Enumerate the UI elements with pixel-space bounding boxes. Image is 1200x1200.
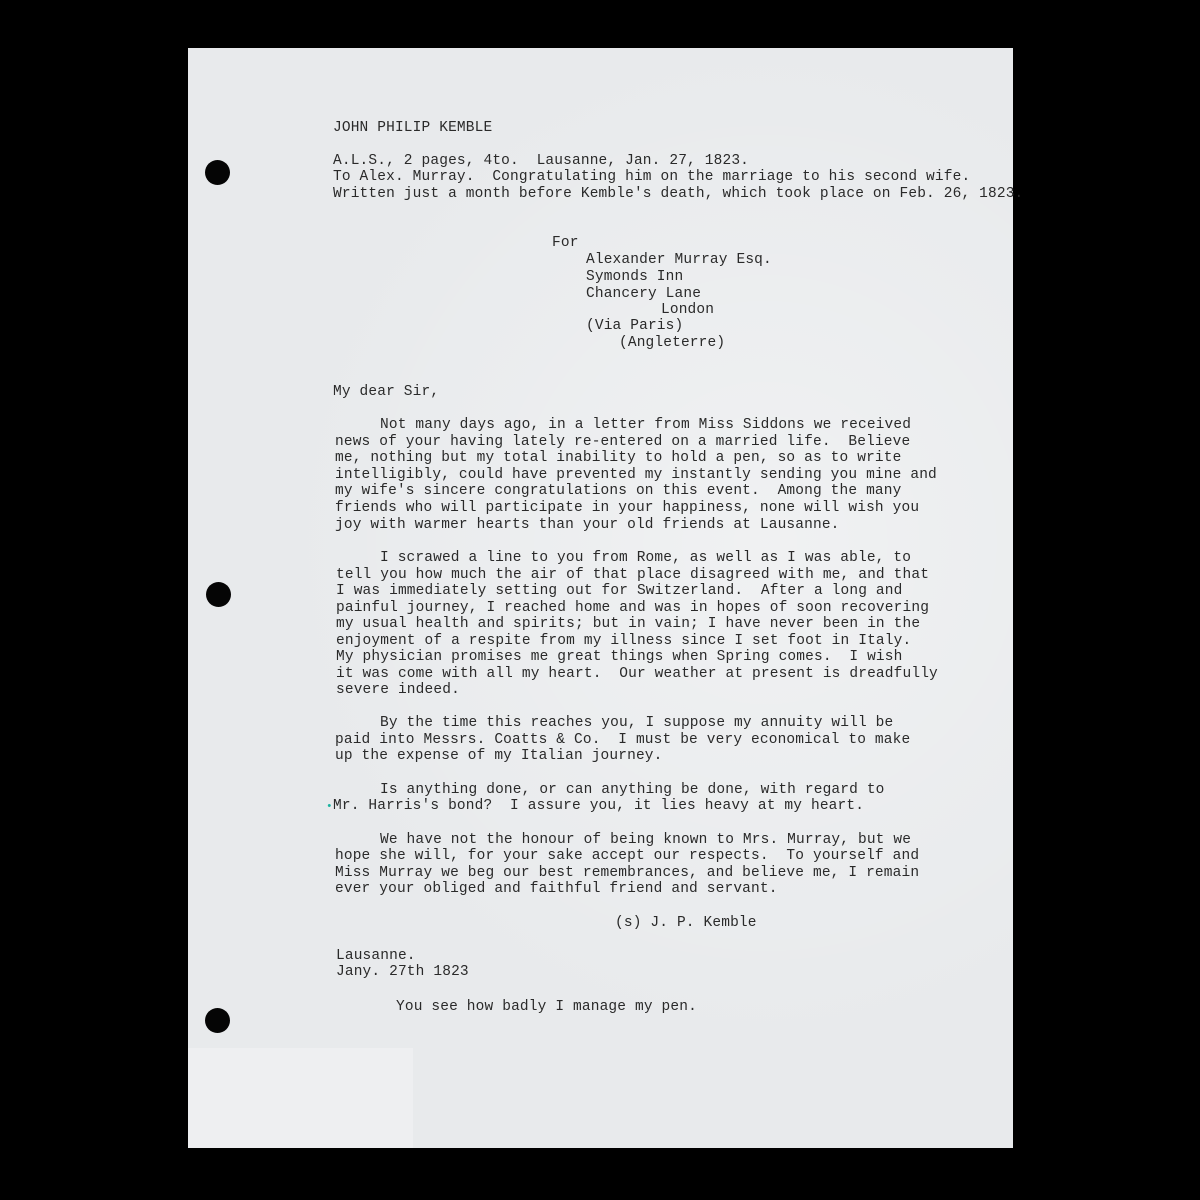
description-line-3: Written just a month before Kemble's death, which took place on Feb. 26, 1823.: [333, 186, 1024, 202]
paragraph-1-line: my wife's sincere congratulations on this event. Among the many: [335, 483, 902, 499]
paragraph-2-line: severe indeed.: [336, 682, 460, 698]
paragraph-2-line: it was come with all my heart. Our weather at present is dreadfully: [336, 666, 938, 682]
margin-tick-mark: •: [326, 801, 333, 813]
closing-date: Jany. 27th 1823: [336, 964, 469, 980]
paragraph-2-line: tell you how much the air of that place disagreed with me, and that: [336, 567, 930, 583]
paragraph-3-line: paid into Messrs. Coatts & Co. I must be very economical to make: [335, 732, 911, 748]
page-corner-fade: [188, 1048, 413, 1148]
paragraph-1-line: friends who will participate in your happiness, none will wish you: [335, 500, 920, 516]
paragraph-5-line: Miss Murray we beg our best remembrances, and believe me, I remain: [335, 865, 920, 881]
address-street-1: Symonds Inn: [586, 269, 684, 285]
punch-hole-middle: [206, 582, 231, 607]
paragraph-1-line: intelligibly, could have prevented my instantly sending you mine and: [335, 467, 937, 483]
address-via: (Via Paris): [586, 318, 684, 334]
paragraph-5-line: hope she will, for your sake accept our respects. To yourself and: [335, 848, 920, 864]
address-city: London: [661, 302, 715, 318]
paragraph-4-line: Is anything done, or can anything be done, with regard to: [380, 782, 885, 798]
paragraph-2-line: I scrawed a line to you from Rome, as well as I was able, to: [380, 550, 912, 566]
subject-heading: JOHN PHILIP KEMBLE: [333, 120, 493, 136]
postscript: You see how badly I manage my pen.: [396, 999, 697, 1015]
address-country: (Angleterre): [619, 335, 726, 351]
description-line-1: A.L.S., 2 pages, 4to. Lausanne, Jan. 27, 1823.: [333, 153, 750, 169]
paragraph-1-line: Not many days ago, in a letter from Miss Siddons we received: [380, 417, 912, 433]
paragraph-4-line: Mr. Harris's bond? I assure you, it lies heavy at my heart.: [333, 798, 865, 814]
salutation: My dear Sir,: [333, 384, 440, 400]
paragraph-3-line: By the time this reaches you, I suppose my annuity will be: [380, 715, 894, 731]
paragraph-5-line: We have not the honour of being known to Mrs. Murray, but we: [380, 832, 912, 848]
paragraph-2-line: painful journey, I reached home and was in hopes of soon recovering: [336, 600, 930, 616]
paragraph-1-line: me, nothing but my total inability to hold a pen, so as to write: [335, 450, 902, 466]
punch-hole-top: [205, 160, 230, 185]
address-name: Alexander Murray Esq.: [586, 252, 772, 268]
address-for: For: [552, 235, 579, 251]
paragraph-2-line: my usual health and spirits; but in vain; I have never been in the: [336, 616, 921, 632]
punch-hole-bottom: [205, 1008, 230, 1033]
paragraph-5-line: ever your obliged and faithful friend and servant.: [335, 881, 778, 897]
paragraph-2-line: enjoyment of a respite from my illness since I set foot in Italy.: [336, 633, 912, 649]
paragraph-2-line: My physician promises me great things when Spring comes. I wish: [336, 649, 903, 665]
paragraph-2-line: I was immediately setting out for Switzerland. After a long and: [336, 583, 903, 599]
paragraph-1-line: joy with warmer hearts than your old friends at Lausanne.: [335, 517, 840, 533]
paragraph-3-line: up the expense of my Italian journey.: [335, 748, 663, 764]
description-line-2: To Alex. Murray. Congratulating him on the marriage to his second wife.: [333, 169, 971, 185]
paragraph-1-line: news of your having lately re-entered on a married life. Believe: [335, 434, 911, 450]
signature: (s) J. P. Kemble: [615, 915, 757, 931]
address-street-2: Chancery Lane: [586, 286, 702, 302]
closing-place: Lausanne.: [336, 948, 416, 964]
